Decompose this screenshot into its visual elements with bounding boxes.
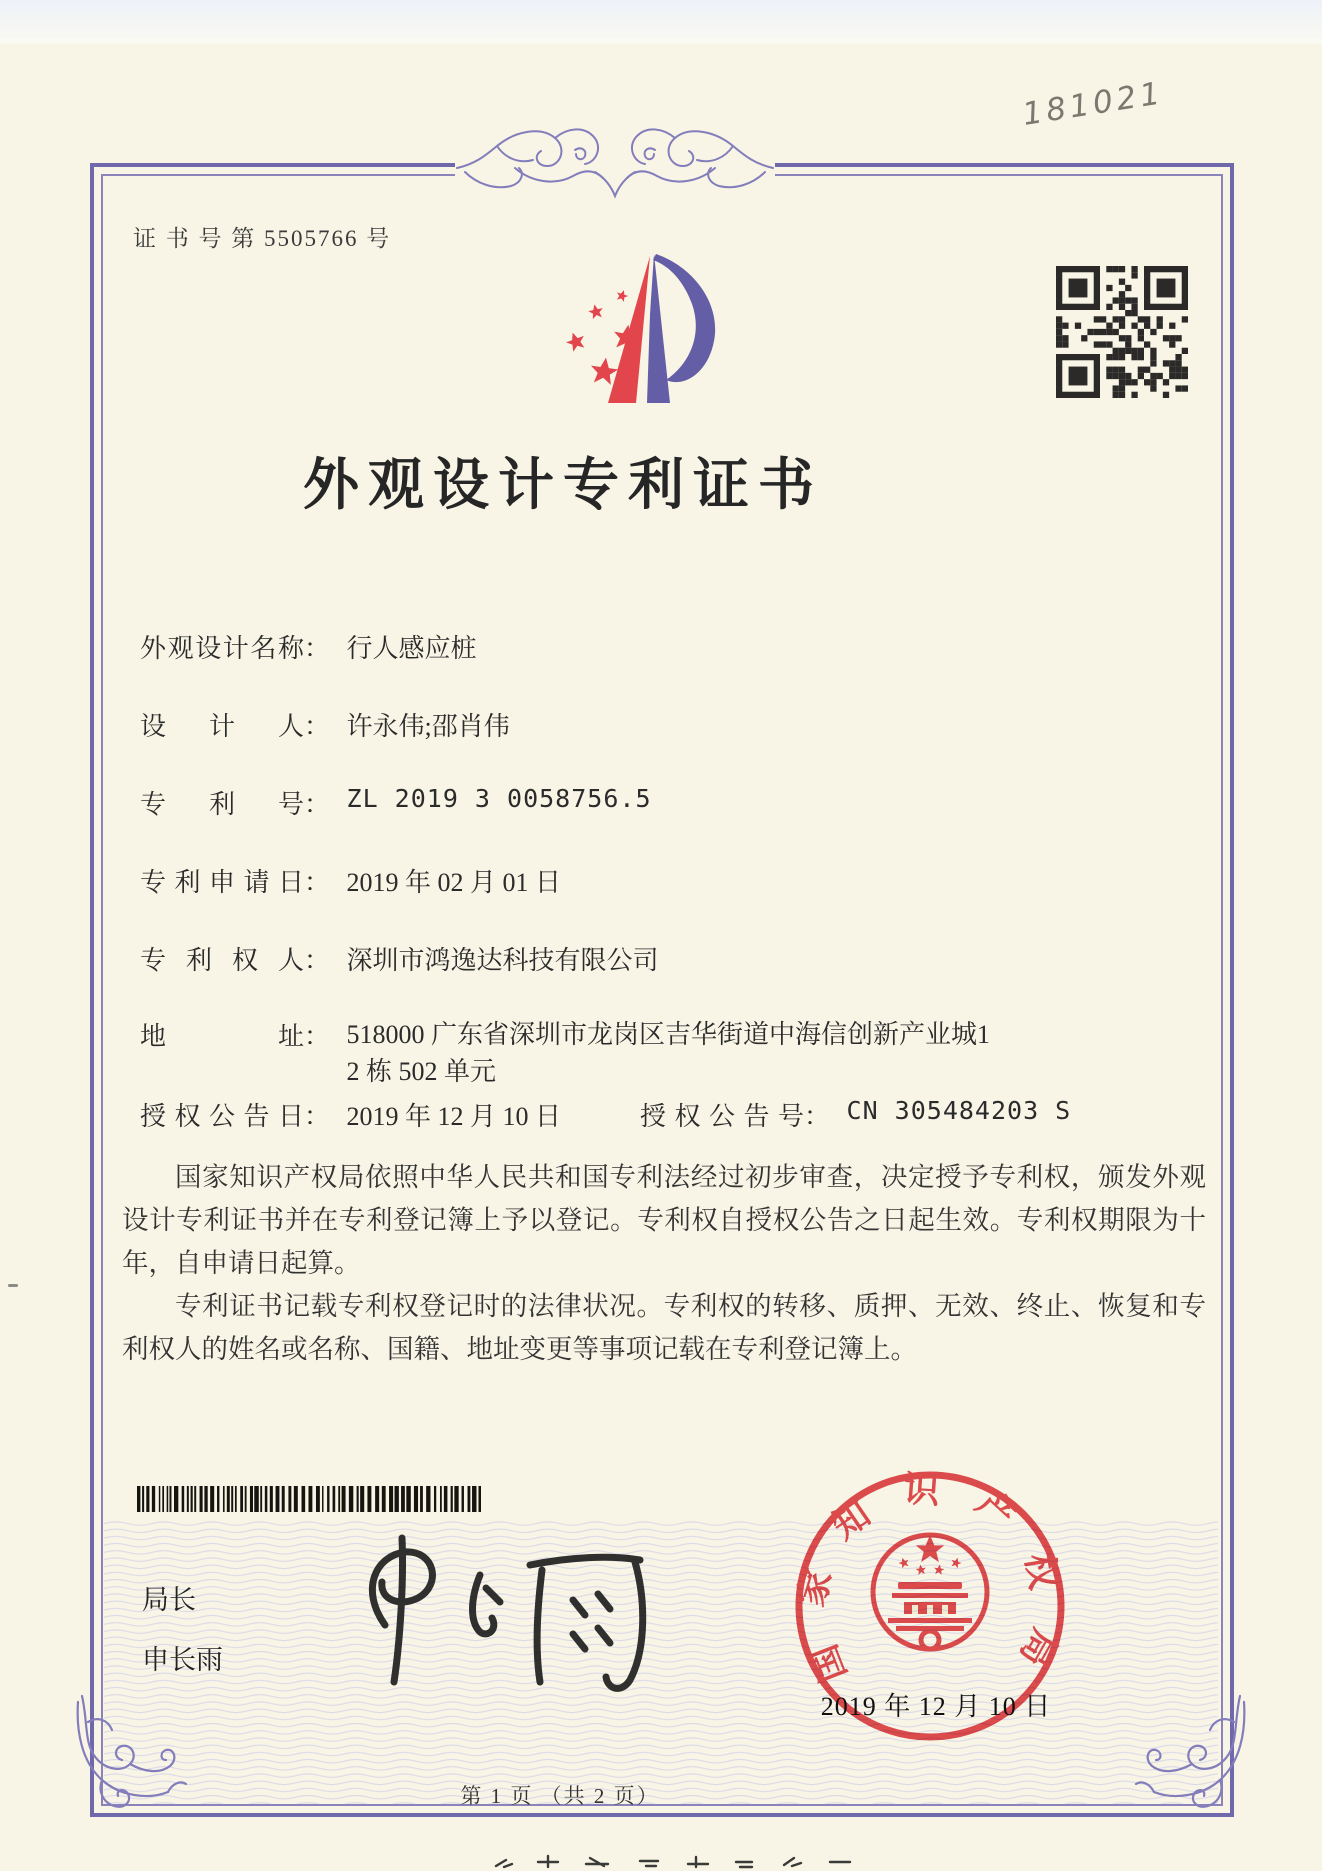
label-colon: ： xyxy=(304,712,331,741)
field-label: 授权公告号 xyxy=(640,1102,804,1131)
field-label: 专利号 xyxy=(140,790,304,819)
national-emblem xyxy=(873,1535,987,1649)
field-value: CN 305484203 S xyxy=(846,1096,1072,1125)
label-colon: ： xyxy=(304,1102,331,1131)
seal-date: 2019 年 12 月 10 日 xyxy=(820,1692,1052,1721)
field-design-name xyxy=(140,628,477,665)
field-value xyxy=(347,1016,991,1090)
page-top-edge xyxy=(0,0,1322,44)
certificate-title: 外观设计专利证书 xyxy=(303,455,823,517)
field-value: 2019 年 12 月 10 日 xyxy=(346,1102,562,1131)
page-footer: 第 1 页 （共 2 页） xyxy=(460,1784,660,1808)
logo-p-shape xyxy=(608,254,715,403)
corner-flourish-bottom-right xyxy=(1134,1692,1254,1814)
field-label: 地址 xyxy=(140,1022,304,1051)
legal-body-text xyxy=(122,1156,1206,1371)
field-value: 2019 年 02 月 01 日 xyxy=(346,868,562,897)
address-line-2: 2 栋 502 单元 xyxy=(346,1057,497,1086)
handwritten-annotation: 181021 xyxy=(1020,75,1167,133)
field-value: 行人感应桩 xyxy=(346,634,477,663)
cnipa-logo xyxy=(546,226,732,412)
field-address xyxy=(140,1016,990,1090)
label-colon: ： xyxy=(304,868,331,897)
field-filing-date xyxy=(140,862,561,899)
field-label: 授权公告日 xyxy=(140,1102,304,1131)
field-grant-row xyxy=(140,1096,1072,1133)
label-colon: ： xyxy=(304,790,331,819)
label-colon: ： xyxy=(304,634,331,663)
barcode xyxy=(137,1486,483,1512)
field-grant-number xyxy=(640,1096,1071,1133)
field-label: 专利权人 xyxy=(140,946,304,975)
field-value: ZL 2019 3 0058756.5 xyxy=(346,784,652,813)
corner-flourish-bottom-left xyxy=(68,1692,188,1814)
clipped-text-fragment xyxy=(490,1852,890,1871)
field-label: 外观设计名称 xyxy=(140,634,304,663)
label-colon: ： xyxy=(304,1022,331,1051)
director-signature-handwriting xyxy=(330,1530,660,1700)
address-line-1: 518000 广东省深圳市龙岗区吉华街道中海信创新产业城1 xyxy=(346,1020,991,1049)
top-border-ornament xyxy=(455,106,775,206)
seal-ring-text: 国家知识产权局 xyxy=(790,1468,1069,1703)
field-label: 设计人 xyxy=(140,712,304,741)
qr-code xyxy=(1056,266,1188,398)
field-value: 许永伟;邵肖伟 xyxy=(346,712,510,741)
field-value: 深圳市鸿逸达科技有限公司 xyxy=(346,946,659,975)
field-designer xyxy=(140,706,510,743)
label-colon: ： xyxy=(304,946,331,975)
body-paragraph-1: 国家知识产权局依照中华人民共和国专利法经过初步审查，决定授予专利权，颁发外观设计专利证书并在专利登记簿上予以登记。专利权自授权公告之日起生效。专利权期限为十年，自申请日起算。 xyxy=(122,1162,1206,1278)
label-colon: ： xyxy=(804,1102,831,1131)
certificate-number: 证 书 号 第 5505766 号 xyxy=(133,226,392,251)
director-printed-name: 申长雨 xyxy=(142,1645,223,1675)
field-patent-number xyxy=(140,784,652,821)
field-label: 专利申请日 xyxy=(140,868,304,897)
left-margin-dash xyxy=(8,1284,18,1287)
field-grant-date xyxy=(140,1096,562,1131)
field-patentee xyxy=(140,940,659,977)
director-title-label: 局长 xyxy=(142,1585,196,1615)
body-paragraph-2: 专利证书记载专利权登记时的法律状况。专利权的转移、质押、无效、终止、恢复和专利权人的姓名或名称、国籍、地址变更等事项记载在专利登记簿上。 xyxy=(122,1291,1206,1364)
